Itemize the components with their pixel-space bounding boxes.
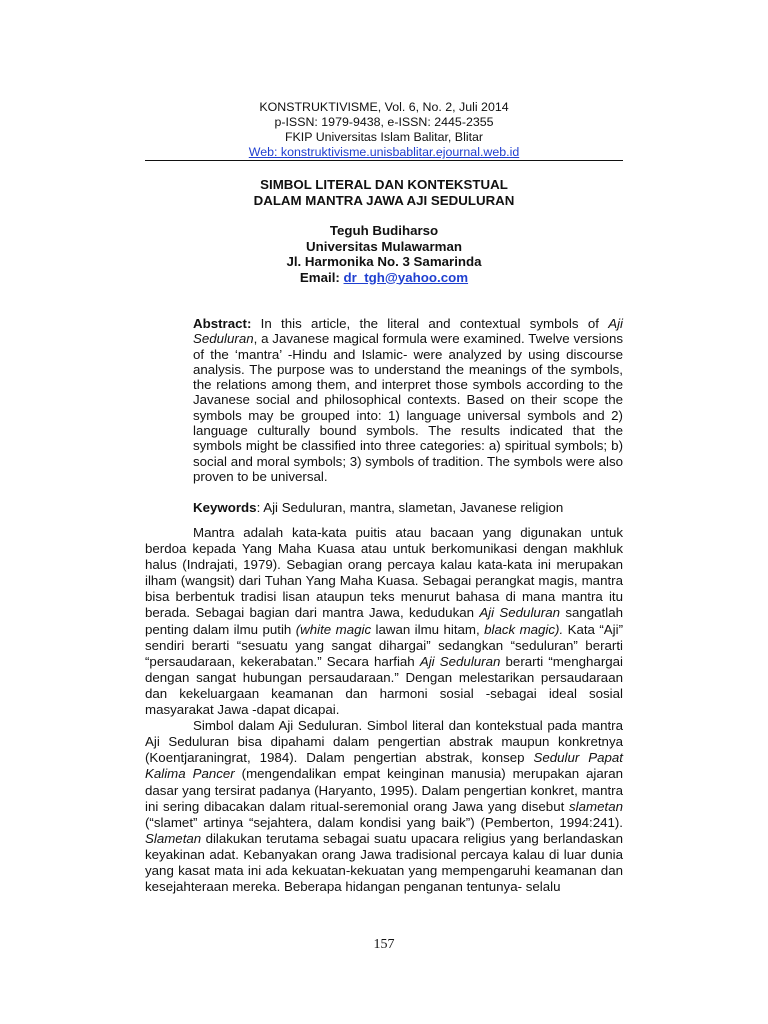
p1-italic-3: black magic). bbox=[484, 621, 564, 637]
keywords bbox=[193, 500, 623, 515]
p2-text-4: dilakukan terutama sebagai suatu upacara religius yang berlandaskan keyakinan adat. Kebanyakan orang Jawa tradisional percaya kalau di luar dunia yang kasat mata ini ada kekuatan-kekuatan yang mempengaruhi keamanan dan kesejahteraan mereka. Beberapa hidangan penganan tentunya- selalu bbox=[145, 830, 623, 895]
p2-text-3: (“slamet” artinya “sejahtera, dalam kondisi yang baik”) (Pemberton, 1994:241). bbox=[145, 814, 623, 830]
keywords-label: Keywords bbox=[193, 500, 257, 515]
p2-text-1: Simbol dalam Aji Seduluran. Simbol literal dan kontekstual pada mantra Aji Seduluran bisa dipahami dalam pengertian abstrak maupun konkretnya (Koentjaraningrat, 1984). Dalam pengertian abstrak, konsep bbox=[145, 718, 623, 766]
p1-italic-1: Aji Seduluran bbox=[479, 605, 561, 621]
body-text bbox=[145, 525, 623, 895]
abstract-text-1: In this article, the literal and contextual symbols of bbox=[251, 316, 609, 331]
abstract-italic-term: Aji Seduluran bbox=[193, 316, 623, 347]
p1-text-5: berarti “menghargai dengan sangat hubungan persaudaraan.” Dengan melestarikan persaudaraan dan kekeluargaan keamanan dan harmoni sosial -sebagai ideal sosial masyarakat Jawa -dapat dicapai. bbox=[145, 653, 624, 718]
p1-italic-4: Aji Seduluran bbox=[419, 653, 501, 669]
p2-text-2: (mengendalikan empat keinginan manusia) merupakan ajaran dasar yang tersirat padanya (Haryanto, 1995). Dalam pengertian konkret, mantra ini sering dibacakan dalam ritual-seremonial orang Jawa yang disebut bbox=[145, 766, 624, 814]
p2-italic-3: Slametan bbox=[145, 830, 202, 846]
body-paragraph-1 bbox=[145, 525, 623, 718]
p1-text-2: sangatlah penting dalam ilmu putih bbox=[145, 605, 623, 637]
author-affiliation: Universitas Mulawarman bbox=[306, 238, 462, 254]
author-address: Jl. Harmonika No. 3 Samarinda bbox=[286, 254, 482, 269]
author-name: Teguh Budiharso bbox=[329, 223, 439, 238]
author-block bbox=[145, 223, 623, 285]
p1-italic-2: (white magic bbox=[295, 621, 372, 637]
author-email-line bbox=[145, 270, 623, 286]
author-email-link[interactable]: dr_tgh@yahoo.com bbox=[343, 269, 469, 285]
p1-text-4: Kata “Aji” sendiri berarti “sesuatu yang sangat dihargai” sedangkan “seduluran” berarti “persaudaraan, kekerabatan.” Secara harfiah bbox=[145, 621, 623, 669]
issn-line: p-ISSN: 1979-9438, e-ISSN: 2445-2355 bbox=[274, 115, 494, 129]
body-paragraph-2 bbox=[145, 718, 623, 895]
article-title bbox=[145, 177, 623, 208]
page-number: 157 bbox=[373, 937, 395, 952]
abstract-label: Abstract: bbox=[193, 316, 252, 331]
p2-italic-2: slametan bbox=[569, 798, 623, 814]
abstract bbox=[193, 316, 623, 484]
email-label: Email: bbox=[299, 269, 340, 285]
header-divider bbox=[145, 160, 623, 161]
title-line-1: SIMBOL LITERAL DAN KONTEKSTUAL bbox=[260, 177, 508, 192]
title-line-2: DALAM MANTRA JAWA AJI SEDULURAN bbox=[253, 192, 515, 208]
journal-volume-line: KONSTRUKTIVISME, Vol. 6, No. 2, Juli 2014 bbox=[259, 100, 509, 114]
p1-text-3: lawan ilmu hitam, bbox=[371, 621, 485, 637]
p1-text-1: Mantra adalah kata-kata puitis atau bacaan yang digunakan untuk berdoa kepada Yang Maha Kuasa atau untuk berkomunikasi dengan makhluk halus (Indrajati, 1979). Sebagian orang percaya kalau kata-kata ini merupakan ilham (wangsit) dari Tuhan Yang Maha Kuasa. Sebagai perangkat magis, mantra bisa berbentuk tradisi lisan ataupun teks menurut bahasa di mana mantra itu berada. Sebagai bagian dari mantra Jawa, kedudukan bbox=[145, 525, 623, 621]
p2-italic-1: Sedulur Papat Kalima Pancer bbox=[145, 750, 624, 782]
journal-web-link[interactable]: Web: konstruktivisme.unisbablitar.ejournal.web.id bbox=[248, 145, 520, 159]
abstract-text-2: , a Javanese magical formula were examined. Twelve versions of the ‘mantra’ -Hindu and Islamic- were analyzed by using discourse analysis. The purpose was to understand the meanings of the symbols, the relations among them, and interpret those symbols according to the Javanese social and philosophical contexts. Based on their scope the symbols may be grouped into: 1) language universal symbols and 2) language culturally bound symbols. The results indicated that the symbols might be classified into three categories: a) spiritual symbols; b) social and moral symbols; 3) symbols of tradition. The symbols were also proven to be universal. bbox=[193, 331, 623, 484]
keywords-text: : Aji Seduluran, mantra, slametan, Javanese religion bbox=[256, 500, 564, 515]
institution-line: FKIP Universitas Islam Balitar, Blitar bbox=[284, 130, 484, 144]
journal-header bbox=[145, 100, 623, 160]
